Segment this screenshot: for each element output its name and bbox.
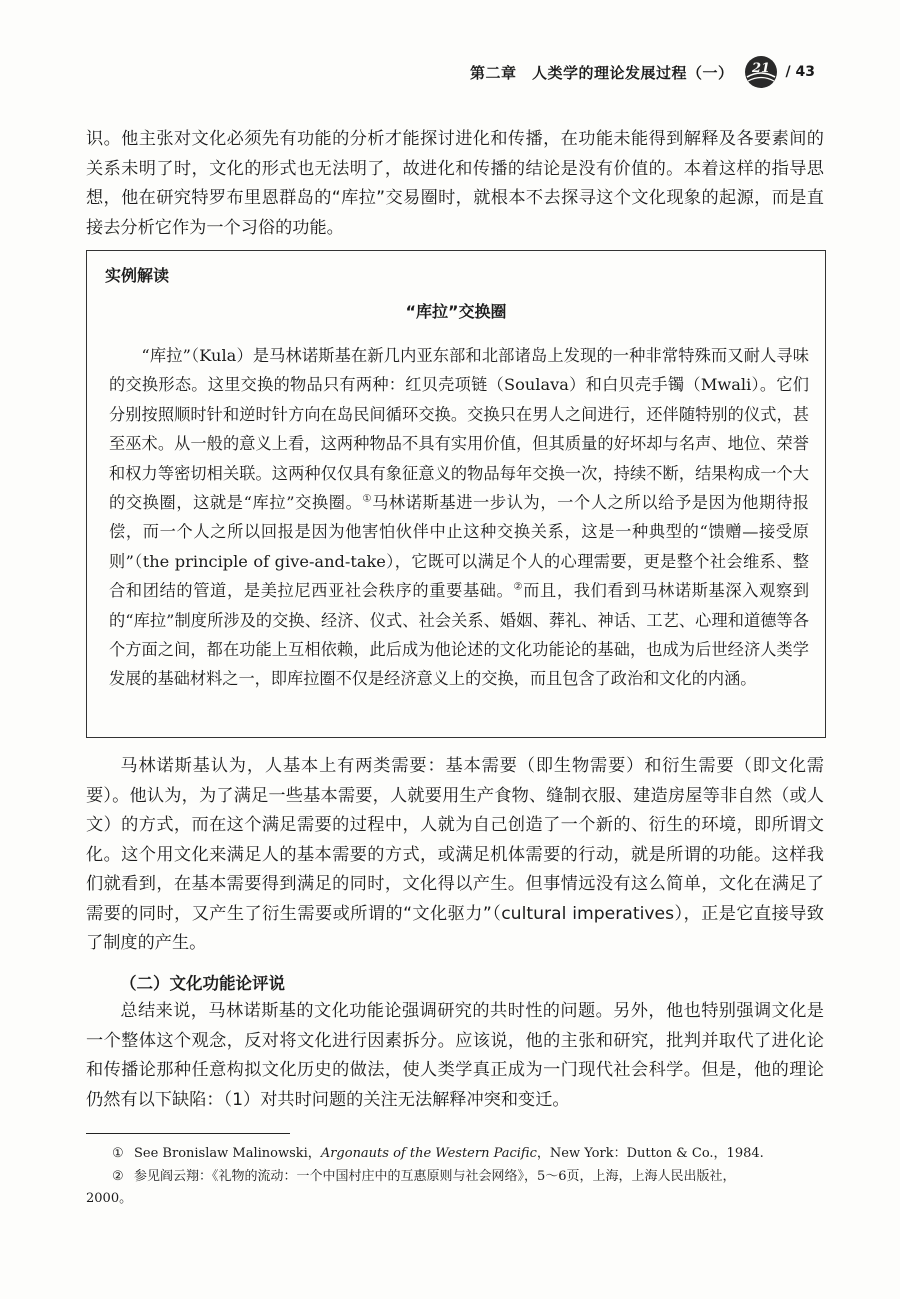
footnote-1-post: ，New York：Dutton & Co.，1984. (536, 1146, 764, 1161)
svg-text:21: 21 (751, 61, 770, 76)
section-heading: （二）文化功能论评说 (120, 974, 285, 993)
running-header (470, 52, 850, 92)
footnote-2-continuation: 2000。 (86, 1191, 133, 1206)
publisher-logo-icon (744, 55, 778, 89)
needs-paragraph: 马林诺斯基认为，人基本上有两类需要：基本需要（即生物需要）和衍生需要（即文化需要）。他认为，为了满足一些基本需要，人就要用生产食物、缝制衣服、建造房屋等非自然（或人文）的方式，而在这个满足需要的过程中，人就为自己创造了一个新的、衍生的环境，即所谓文化。这个用文化来满足人的基本需要的方式，或满足机体需要的行动，就是所谓的功能。这样我们就看到，在基本需要得到满足的同时，文化得以产生。但事情远没有这么简单，文化在满足了需要的同时，又产生了衍生需要或所谓的“文化驱力”（cultural imperatives），正是它直接导致了制度的产生。 (86, 756, 824, 953)
case-study-box (86, 250, 826, 738)
case-box-body (109, 341, 809, 694)
footnote-2-mark: ② (112, 1169, 124, 1184)
case-body-part1: “库拉”（Kula）是马林诺斯基在新几内亚东部和北部诸岛上发现的一种非常特殊而又耐人寻味的交换形态。这里交换的物品只有两种：红贝壳项链（Soulava）和白贝壳手镯（Mwali）。它们分别按照顺时针和逆时针方向在岛民间循环交换。交换只在男人之间进行，还伴随特别的仪式，甚至巫术。从一般的意义上看，这两种物品不具有实用价值，但其质量的好坏却与名声、地位、荣誉和权力等密切相关联。这两种仅仅具有象征意义的物品每年交换一次，持续不断，结果构成一个大的交换圈，这就是“库拉”交换圈。 (109, 346, 809, 513)
footnote-1-mark: ① (112, 1146, 124, 1161)
footnote-2-text: 参见阎云翔：《礼物的流动：一个中国村庄中的互惠原则与社会网络》，5～6页，上海，上海人民出版社， (134, 1169, 736, 1184)
footnote-divider (86, 1133, 290, 1134)
footnote-1 (86, 1143, 824, 1165)
footnote-1-book-title: Argonauts of the Western Pacific (320, 1146, 537, 1161)
intro-paragraph: 识。他主张对文化必须先有功能的分析才能探讨进化和传播，在功能未能得到解释及各要素间的关系未明了时，文化的形式也无法明了，故进化和传播的结论是没有价值的。本着这样的指导思想，他在研究特罗布里恩群岛的“库拉”交易圈时，就根本不去探寻这个文化现象的起源，而是直接去分析它作为一个习俗的功能。 (86, 129, 824, 238)
case-body-part3: 而且，我们看到马林诺斯基深入观察到的“库拉”制度所涉及的交换、经济、仪式、社会关系、婚姻、葬礼、神话、工艺、心理和道德等各个方面之间，都在功能上互相依赖，此后成为他论述的文化功能论的基础，也成为后世经济人类学发展的基础材料之一，即库拉圈不仅是经济意义上的交换，而且包含了政治和文化的内涵。 (109, 581, 810, 689)
case-body-part2: 马林诺斯基进一步认为，一个人之所以给予是因为他期待报偿，而一个人之所以回报是因为他害怕伙伴中止这种交换关系，这是一种典型的“馈赠—接受原则”（the principle of give-and-take），它既可以满足个人的心理需要，更是整个社会维系、整合和团结的管道，是美拉尼西亚社会秩序的重要基础。 (109, 493, 809, 601)
footnote-ref-2: ② (513, 581, 524, 593)
footnote-ref-1: ① (362, 493, 373, 505)
footnote-2 (86, 1166, 824, 1210)
critique-paragraph: 总结来说，马林诺斯基的文化功能论强调研究的共时性的问题。另外，他也特别强调文化是一个整体这个观念，反对将文化进行因素拆分。应该说，他的主张和研究，批判并取代了进化论和传播论那种任意构拟文化历史的做法，使人类学真正成为一门现代社会科学。但是，他的理论仍然有以下缺陷：（1）对共时问题的关注无法解释冲突和变迁。 (86, 1001, 824, 1110)
chapter-title: 第二章 人类学的理论发展过程（一） (470, 63, 734, 82)
case-box-title: “库拉”交换圈 (405, 302, 507, 321)
case-box-label: 实例解读 (105, 266, 170, 285)
footnote-1-pre: See Bronislaw Malinowski， (134, 1146, 321, 1161)
page-number: / 43 (785, 64, 815, 80)
